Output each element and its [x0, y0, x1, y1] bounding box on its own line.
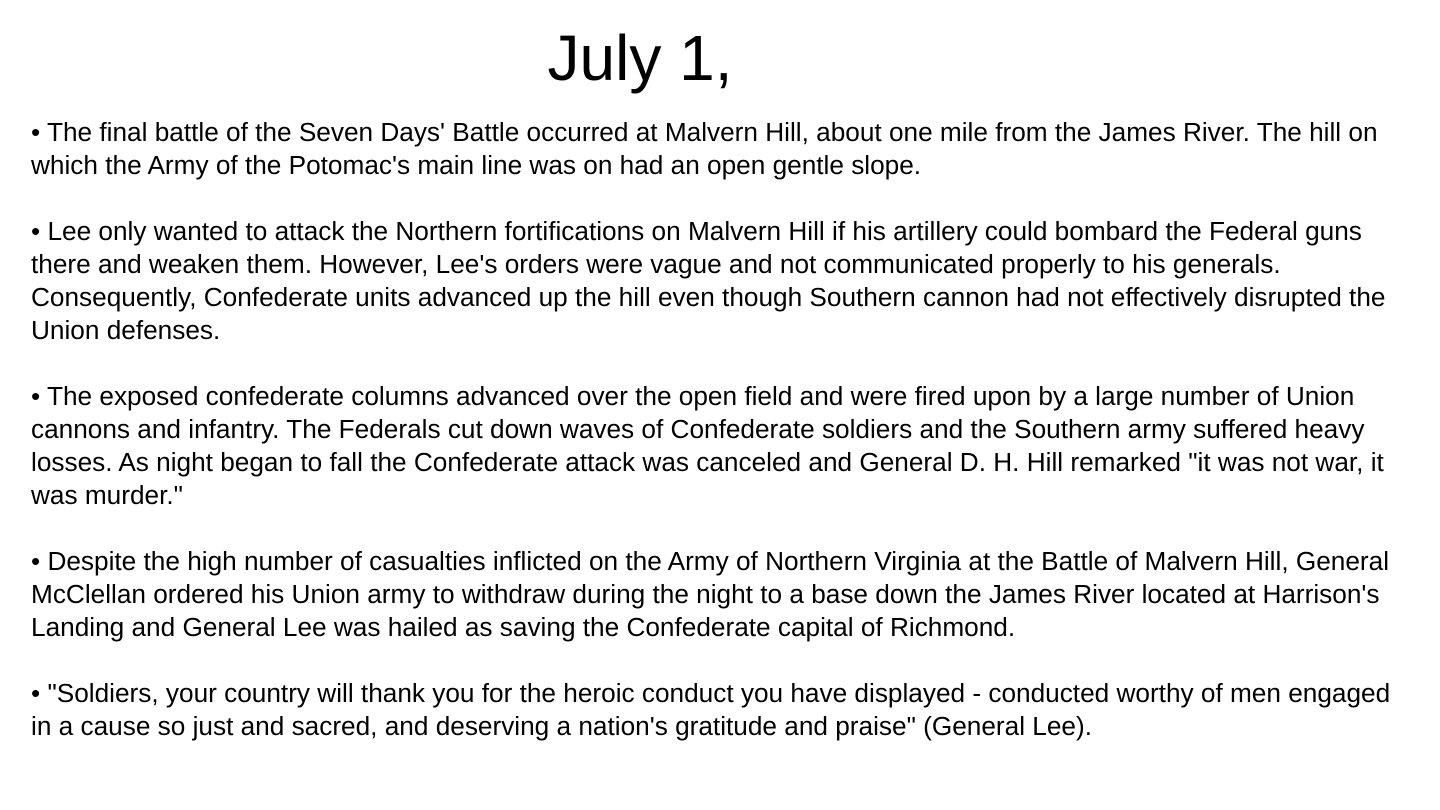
bullet-text: "Soldiers, your country will thank you for the heroic conduct you have displayed - conducted worthy of men engaged in a cause so just and sacred, and deserving a nation's gratitude and praise" (General Lee). [31, 678, 1391, 741]
bullet-text: The final battle of the Seven Days' Battle occurred at Malvern Hill, about one mile from the James River. The hill on which the Army of the Potomac's main line was on had an open gentle slope. [31, 117, 1378, 180]
bullet-icon: • [31, 678, 41, 708]
bullet-text: Lee only wanted to attack the Northern fortifications on Malvern Hill if his artillery could bombard the Federal guns there and weaken them. However, Lee's orders were vague and not communicated properly to his generals. Consequently, Confederate units advanced up the hill even though Southern cannon had not effectively disrupted the Union defenses. [31, 216, 1386, 345]
bullet-list [31, 116, 1411, 743]
bullet-item [31, 380, 1411, 512]
slide-title: July 1, [547, 22, 733, 94]
bullet-item [31, 116, 1411, 182]
bullet-item [31, 677, 1411, 743]
bullet-icon: • [31, 381, 41, 411]
bullet-icon: • [31, 546, 41, 576]
bullet-item [31, 545, 1411, 644]
bullet-icon: • [31, 216, 41, 246]
bullet-text: The exposed confederate columns advanced over the open field and were fired upon by a large number of Union cannons and infantry. The Federals cut down waves of Confederate soldiers and the Southern army suffered heavy losses. As night began to fall the Confederate attack was canceled and General D. H. Hill remarked "it was not war, it was murder." [31, 381, 1384, 510]
bullet-item [31, 215, 1411, 347]
bullet-text: Despite the high number of casualties inflicted on the Army of Northern Virginia at the Battle of Malvern Hill, General McClellan ordered his Union army to withdraw during the night to a base down the James River located at Harrison's Landing and General Lee was hailed as saving the Confederate capital of Richmond. [31, 546, 1390, 642]
bullet-icon: • [31, 117, 41, 147]
